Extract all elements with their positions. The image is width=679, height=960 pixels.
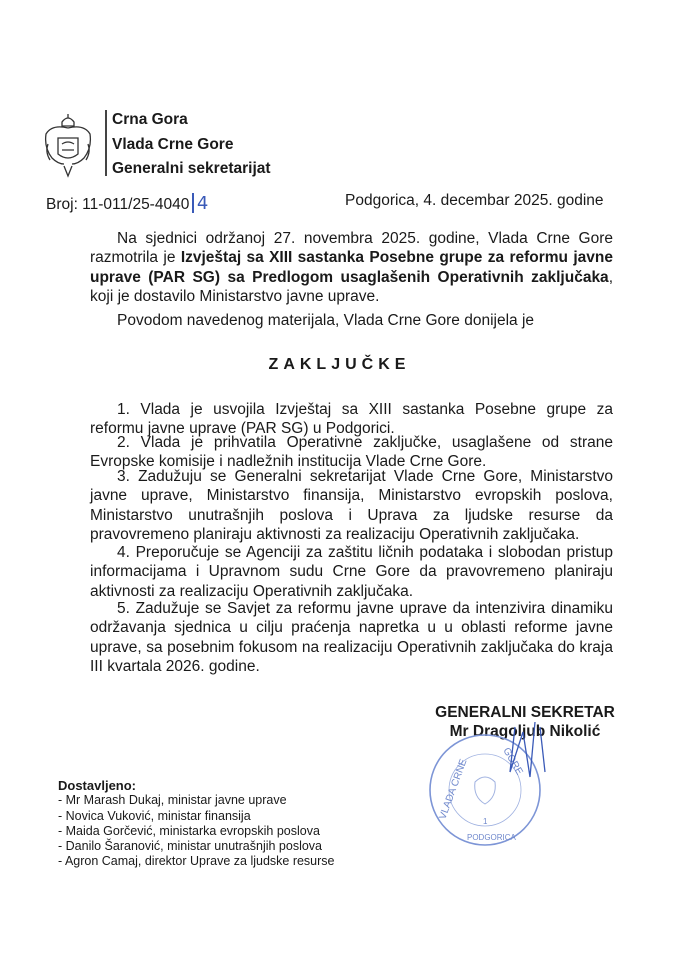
conclusion-line: 5. Zadužuje se Savjet za reformu javne uprave da intenzivira dinamiku bbox=[117, 600, 613, 617]
distribution-item: - Maida Gorčević, ministarka evropskih poslova bbox=[58, 823, 320, 838]
conclusion-line: pravovremeno planiraju aktivnosti za realizaciju Operativnih zaključaka. bbox=[90, 525, 580, 543]
handwritten-number: 4 bbox=[196, 193, 209, 214]
signatory-name: Mr Dragoljub Nikolić bbox=[449, 723, 601, 740]
conclusion-line: Evropske komisije i nadležnih institucija Vlade Crne Gore. bbox=[90, 453, 487, 471]
header-divider bbox=[105, 110, 107, 176]
conclusion-line: aktivnosti za realizaciju Operativnih zaključaka. bbox=[90, 582, 414, 600]
letterhead-department: Generalni sekretarijat bbox=[112, 160, 271, 177]
letterhead bbox=[112, 108, 271, 182]
intro-line: koji je dostavilo Ministarstvo javne uprave. bbox=[90, 287, 380, 305]
distribution-item: - Novica Vuković, ministar finansija bbox=[58, 808, 251, 823]
conclusion-line: 3. Zadužuju se Generalni sekretarijat Vlade Crne Gore, Ministarstvo bbox=[117, 468, 613, 485]
distribution-item: - Mr Marash Dukaj, ministar javne uprave bbox=[58, 793, 287, 808]
conclusion-line: javne uprave, Ministarstvo finansija, Ministarstvo evropskih poslova, bbox=[90, 487, 613, 505]
conclusion-line: informacijama i Upravnom sudu Crne Gore da pravovremeno planiraju bbox=[90, 563, 613, 581]
conclusion-line: održavanja sjednica u cilju praćenja napretka u u oblasti reforme javne bbox=[90, 619, 613, 637]
conclusion-line: 1. Vlada je usvojila Izvještaj sa XIII sastanka Posebne grupe za bbox=[117, 401, 613, 418]
report-title-bold: uprave (PAR SG) sa Predlogom usaglašenih Operativnih zaključaka bbox=[90, 268, 609, 286]
conclusion-line: uprave, sa posebnim fokusom na realizaciju Operativnih zaključaka do kraja bbox=[90, 638, 613, 656]
intro-line: Na sjednici održanoj 27. novembra 2025. godine, Vlada Crne Gore bbox=[117, 230, 613, 247]
distribution-list bbox=[58, 778, 335, 870]
distribution-label: Dostavljeno: bbox=[58, 778, 137, 793]
conclusion-item bbox=[90, 599, 613, 676]
svg-text:GORE: GORE bbox=[500, 746, 525, 778]
place-date: Podgorica, 4. decembar 2025. godine bbox=[345, 192, 604, 209]
signatory-title: GENERALNI SEKRETAR bbox=[435, 704, 615, 721]
coat-of-arms-icon bbox=[42, 114, 94, 178]
official-stamp-icon bbox=[405, 722, 595, 852]
conclusion-item bbox=[90, 467, 613, 544]
intro-line bbox=[90, 248, 613, 267]
distribution-item: - Agron Camaj, direktor Uprave za ljudske resurse bbox=[58, 854, 335, 869]
report-title-bold: Izvještaj sa XIII sastanka Posebne grupe za reformu javne bbox=[180, 249, 614, 267]
reference-number-text: Broj: 11-011/25-4040 bbox=[46, 196, 190, 213]
conclusion-item bbox=[90, 543, 613, 601]
intro-text: , bbox=[608, 268, 613, 286]
intro-paragraph bbox=[90, 229, 613, 330]
conclusion-line: III kvartala 2026. godine. bbox=[90, 657, 260, 675]
distribution-item: - Danilo Šaranović, ministar unutrašnjih poslova bbox=[58, 839, 323, 854]
conclusion-line: 4. Preporučuje se Agenciji za zaštitu ličnih podataka i slobodan pristup bbox=[117, 544, 613, 561]
reference-number bbox=[46, 193, 208, 212]
conclusion-item bbox=[90, 433, 613, 472]
svg-text:VLADA CRNE: VLADA CRNE bbox=[437, 757, 470, 822]
svg-text:PODGORICA: PODGORICA bbox=[467, 833, 516, 842]
conclusion-line: 2. Vlada je prihvatila Operativne zaključke, usaglašene od strane bbox=[117, 434, 613, 451]
svg-text:1: 1 bbox=[483, 817, 488, 826]
intro-line bbox=[90, 268, 613, 287]
letterhead-government: Vlada Crne Gore bbox=[112, 135, 234, 153]
intro-text: razmotrila je bbox=[90, 249, 181, 267]
intro-line: Povodom navedenog materijala, Vlada Crne Gore donijela je bbox=[117, 312, 535, 330]
conclusion-line: reformu javne uprave (PAR SG) u Podgorici. bbox=[90, 420, 395, 438]
letterhead-country: Crna Gora bbox=[112, 111, 188, 128]
document-title: ZAKLJUČKE bbox=[268, 356, 411, 373]
conclusion-line: Ministarstvo unutrašnjih poslova i Uprava za ljudske resurse da bbox=[90, 506, 613, 524]
